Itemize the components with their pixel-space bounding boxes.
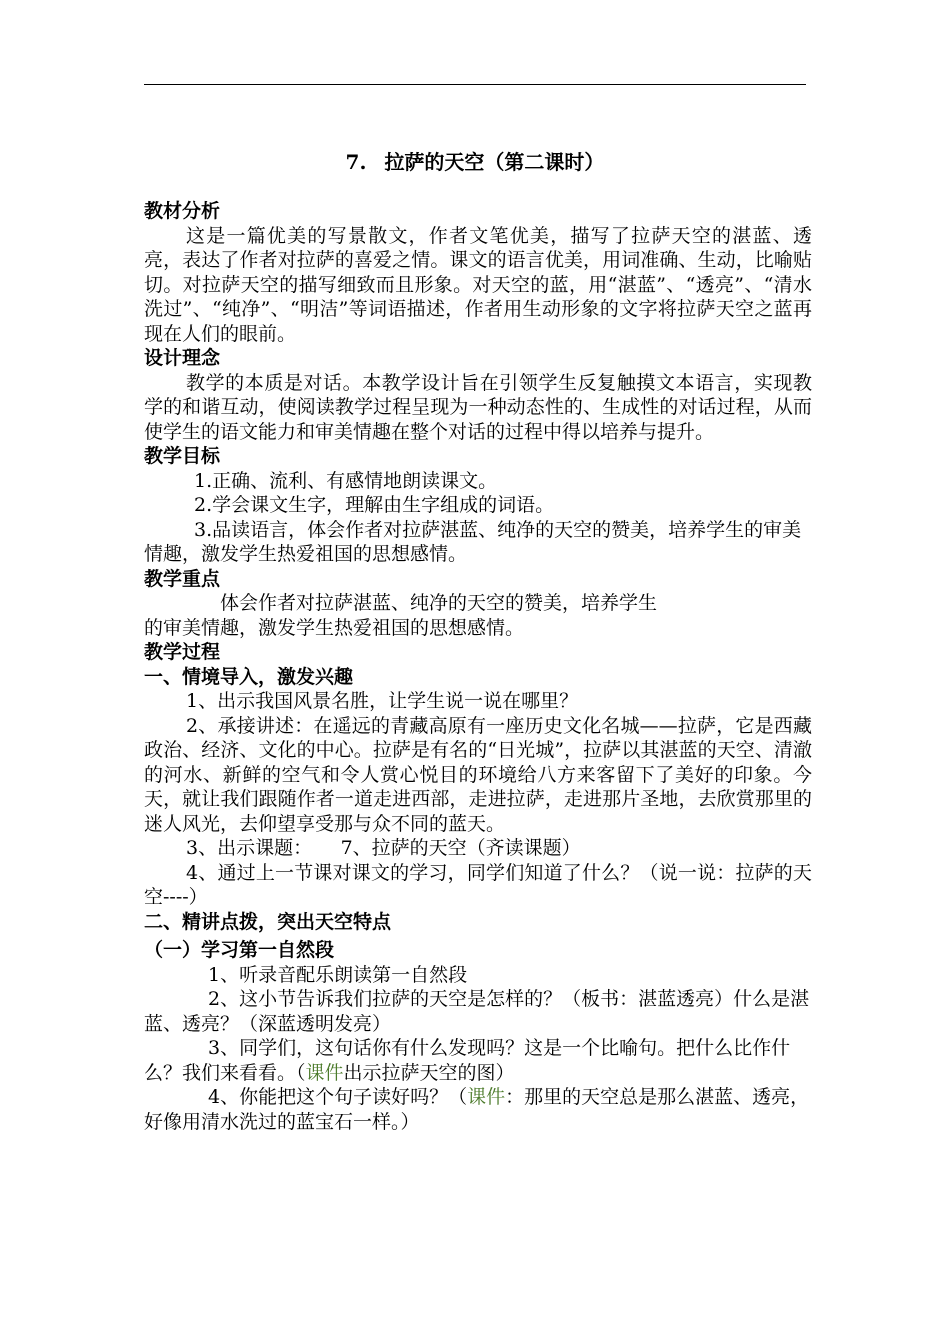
goal-item: 2.学会课文生字，理解由生字组成的词语。 [194, 494, 555, 516]
page-title [0, 146, 950, 175]
heading-part-1: 一、情境导入，激发兴趣 [144, 665, 354, 688]
sub-item [144, 1085, 812, 1134]
courseware-label: 课件 [305, 1061, 344, 1084]
heading-focus: 教学重点 [144, 567, 221, 590]
goal-item: 1.正确、流利、有感情地朗读课文。 [194, 469, 498, 492]
focus-line-1: 体会作者对拉萨湛蓝、纯净的天空的赞美，培养学生 [220, 592, 658, 614]
header-rule [144, 84, 806, 85]
process-item: 1、出示我国风景名胜，让学生说一说在哪里？ [186, 690, 579, 712]
document-body [144, 199, 812, 1134]
heading-part-2: 二、精讲点拨，突出天空特点 [144, 910, 392, 933]
heading-concept: 设计理念 [144, 347, 221, 369]
heading-goals: 教学目标 [144, 445, 221, 467]
analysis-paragraph: 这是一篇优美的写景散文，作者文笔优美，描写了拉萨天空的湛蓝、透亮，表达了作者对拉萨的喜爱之情。课文的语言优美，用词准确、生动，比喻贴切。对拉萨天空的描写细致而且形象。对天空的蓝，用“湛蓝”、“透亮”、“清水洗过”、“纯净”、“明洁”等词语描述，作者用生动形象的文字将拉萨天空之蓝再现在人们的眼前。 [144, 224, 812, 345]
title-text: 拉萨的天空（第二课时） [384, 150, 605, 174]
process-item: 4、通过上一节课对课文的学习，同学们知道了什么？（说一说：拉萨的天空----） [144, 861, 812, 908]
process-item: 3、出示课题： 7、拉萨的天空（齐读课题） [186, 837, 581, 859]
heading-sub-1: （一）学习第一自然段 [144, 939, 335, 961]
process-item: 2、承接讲述：在遥远的青藏高原有一座历史文化名城——拉萨，它是西藏政治、经济、文化的中心。拉萨是有名的“日光城”，拉萨以其湛蓝的天空、清澈的河水、新鲜的空气和令人赏心悦目的环境给八方来客留下了美好的印象。今天，就让我们跟随作者一道走进西部，走进拉萨，走进那片圣地，去欣赏那里的迷人风光，去仰望享受那与众不同的蓝天。 [144, 714, 812, 835]
sub-item: 2、这小节告诉我们拉萨的天空是怎样的？（板书：湛蓝透亮）什么是湛蓝、透亮？（深蓝透明发亮） [144, 988, 810, 1035]
focus-line-2: 的审美情趣，激发学生热爱祖国的思想感情。 [144, 616, 525, 639]
title-number: 7. [345, 150, 367, 174]
sub-item-text: 3、同学们，这句话你有什么发现吗？这是一个比喻句。把什么比作什么？我们来看看。（ [144, 1037, 791, 1084]
courseware-label: 课件 [467, 1086, 506, 1108]
heading-analysis: 教材分析 [144, 200, 221, 222]
heading-process: 教学过程 [144, 641, 221, 663]
sub-item-text: 出示拉萨天空的图） [343, 1061, 515, 1084]
sub-item: 1、听录音配乐朗读第一自然段 [208, 963, 468, 986]
goal-item: 3.品读语言，体会作者对拉萨湛蓝、纯净的天空的赞美，培养学生的审美情趣，激发学生热爱祖国的思想感情。 [144, 518, 802, 565]
concept-paragraph: 教学的本质是对话。本教学设计旨在引领学生反复触摸文本语言，实现教学的和谐互动，使阅读教学过程呈现为一种动态性的、生成性的对话过程，从而使学生的语文能力和审美情趣在整个对话的过程中得以培养与提升。 [144, 371, 812, 443]
sub-item-text: ：那里的天空总是那么湛蓝、透亮，好像用清水洗过的蓝宝石一样。） [144, 1086, 810, 1133]
sub-item-text: 4、你能把这个句子读好吗？（ [208, 1086, 468, 1108]
sub-item [144, 1036, 812, 1085]
